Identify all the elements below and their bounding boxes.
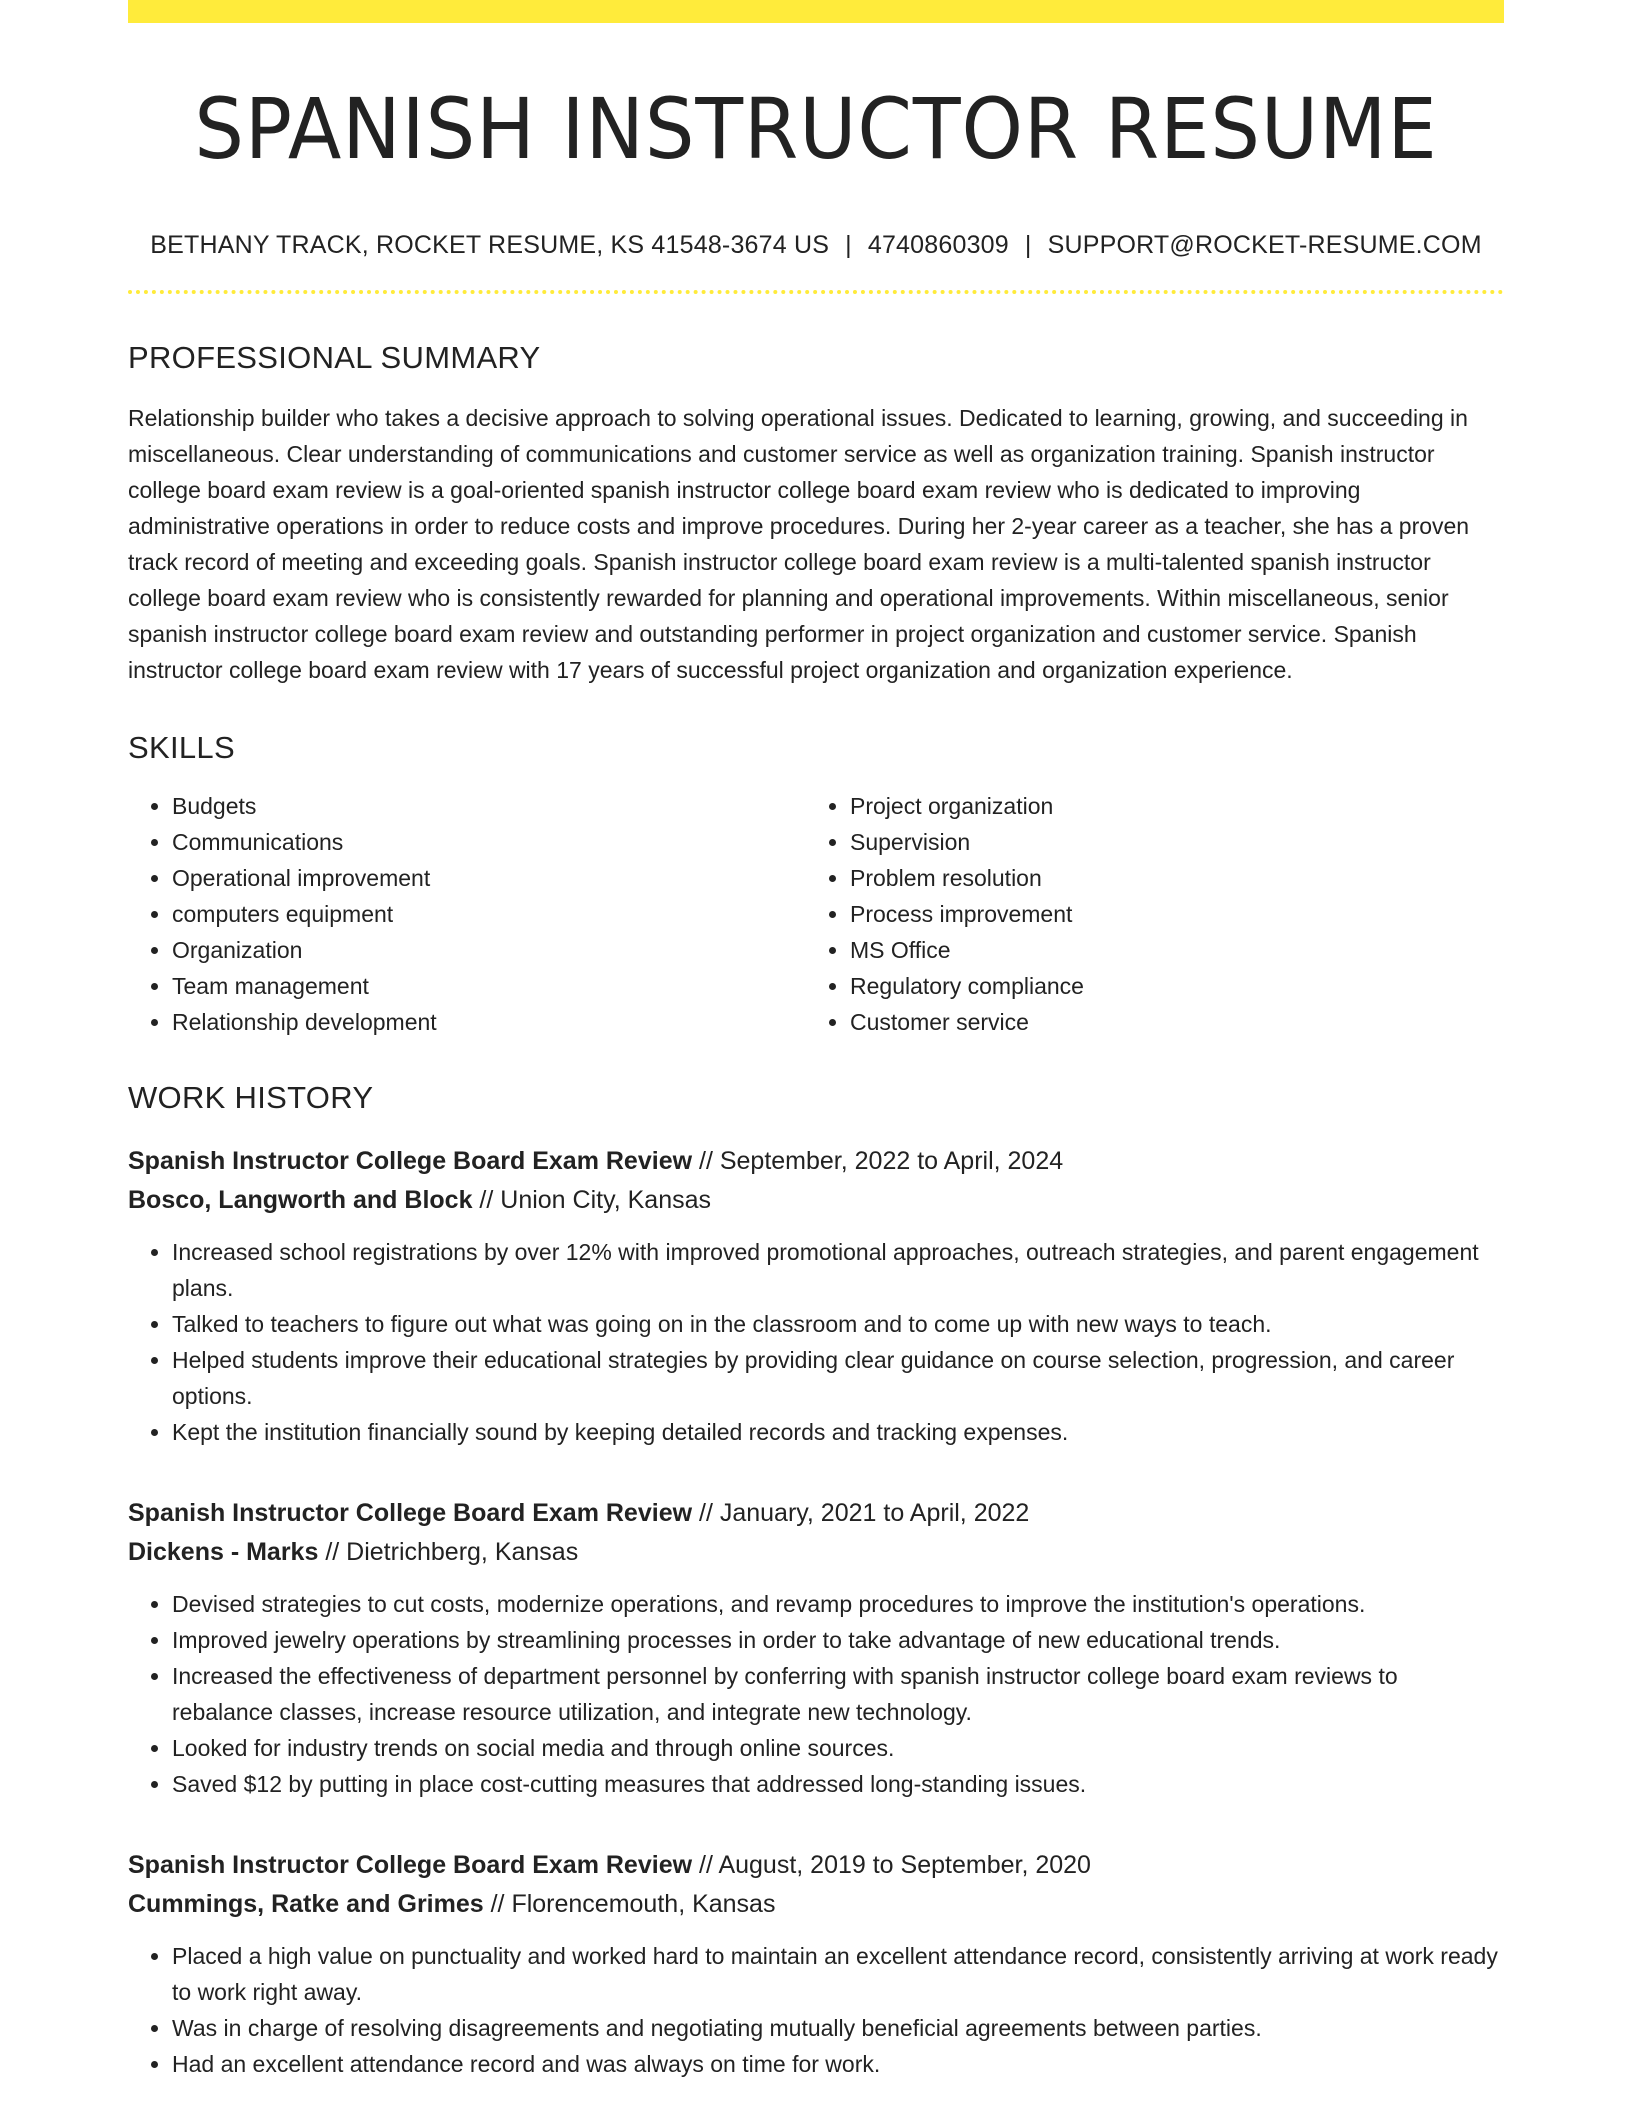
skills-heading: SKILLS [128,730,235,766]
job-entry [128,1142,1504,1450]
job-bullet: • Had an excellent attendance record and was always on time for work. [172,2046,1504,2082]
job-bullets [128,1586,1504,1802]
skill-item: • Customer service [850,1004,1484,1040]
job-company: Bosco, Langworth and Block [128,1186,473,1215]
job-company-line [128,1181,1504,1220]
job-entry [128,1846,1504,2082]
skill-item: • MS Office [850,932,1484,968]
job-bullet: • Talked to teachers to figure out what was going on in the classroom and to come up with new ways to teach. [172,1306,1504,1342]
job-company: Cummings, Ratke and Grimes [128,1890,484,1919]
job-bullet: • Improved jewelry operations by streamlining processes in order to take advantage of new educational trends. [172,1622,1504,1658]
job-company-line [128,1533,1504,1572]
job-title: Spanish Instructor College Board Exam Review [128,1851,693,1880]
job-location: // Dietrichberg, Kansas [318,1538,579,1567]
job-bullet: • Looked for industry trends on social media and through online sources. [172,1730,1504,1766]
job-entry [128,1494,1504,1802]
contact-email: SUPPORT@ROCKET-RESUME.COM [1047,231,1482,260]
contact-address: BETHANY TRACK, ROCKET RESUME, KS 41548-3674 US [150,231,830,260]
skill-item: • Supervision [850,824,1484,860]
resume-title: SPANISH INSTRUCTOR RESUME [194,80,1438,178]
job-dates: // August, 2019 to September, 2020 [692,1851,1091,1880]
skill-item: • Organization [172,932,806,968]
dotted-divider [128,290,1504,294]
job-title-line [128,1142,1504,1181]
skill-item: • Team management [172,968,806,1004]
contact-separator: | [1024,231,1032,260]
job-company: Dickens - Marks [128,1538,319,1567]
job-bullet: • Saved $12 by putting in place cost-cutting measures that addressed long-standing issues. [172,1766,1504,1802]
skill-item: • Process improvement [850,896,1484,932]
job-bullet: • Placed a high value on punctuality and worked hard to maintain an excellent attendance record, consistently arriving at work ready to work right away. [172,1938,1504,2010]
job-bullet: • Increased school registrations by over 12% with improved promotional approaches, outreach strategies, and parent engagement plans. [172,1234,1504,1306]
job-bullet: • Kept the institution financially sound by keeping detailed records and tracking expenses. [172,1414,1504,1450]
skill-item: • computers equipment [172,896,806,932]
skills-list-left [128,788,806,1040]
skills-list-right [806,788,1484,1040]
skill-item: • Budgets [172,788,806,824]
skill-item: • Relationship development [172,1004,806,1040]
skill-item: • Communications [172,824,806,860]
job-title-line [128,1846,1504,1885]
summary-text: Relationship builder who takes a decisive approach to solving operational issues. Dedicated to learning, growing, and succeeding in miscellaneous. Clear understanding of communications and customer service as well as organization training. Spanish instructor college board exam review is a goal-oriented spanish instructor college board exam review who is dedicated to improving administrative operations in order to reduce costs and improve procedures. During her 2-year career as a teacher, she has a proven track record of meeting and exceeding goals. Spanish instructor college board exam review is a multi-talented spanish instructor college board exam review who is consistently rewarded for planning and operational improvements. Within miscellaneous, senior spanish instructor college board exam review and outstanding performer in project organization and customer service. Spanish instructor college board exam review with 17 years of successful project organization and organization experience. [128,405,1470,684]
job-title: Spanish Instructor College Board Exam Review [128,1499,693,1528]
job-bullet: • Devised strategies to cut costs, modernize operations, and revamp procedures to improve the institution's operations. [172,1586,1504,1622]
job-title-line [128,1494,1504,1533]
job-dates: // January, 2021 to April, 2022 [692,1499,1030,1528]
job-bullet: • Was in charge of resolving disagreements and negotiating mutually beneficial agreements between parties. [172,2010,1504,2046]
job-dates: // September, 2022 to April, 2024 [692,1147,1064,1176]
skill-item: • Problem resolution [850,860,1484,896]
skill-item: • Operational improvement [172,860,806,896]
job-location: // Florencemouth, Kansas [483,1890,776,1919]
job-bullets [128,1938,1504,2082]
job-company-line [128,1885,1504,1924]
skill-item: • Project organization [850,788,1484,824]
contact-separator: | [845,231,852,260]
summary-heading: PROFESSIONAL SUMMARY [128,340,541,376]
work-history-heading: WORK HISTORY [128,1080,374,1116]
job-bullet: • Helped students improve their educational strategies by providing clear guidance on course selection, progression, and career options. [172,1342,1504,1414]
job-bullets [128,1234,1504,1450]
job-bullet: • Increased the effectiveness of department personnel by conferring with spanish instructor college board exam reviews to rebalance classes, increase resource utilization, and integrate new technology. [172,1658,1504,1730]
job-location: // Union City, Kansas [472,1186,712,1215]
skills-columns [128,788,1504,1040]
top-accent-bar [128,0,1504,23]
contact-line [128,231,1504,260]
skill-item: • Regulatory compliance [850,968,1484,1004]
job-title: Spanish Instructor College Board Exam Review [128,1147,693,1176]
resume-page [128,0,1504,2082]
contact-phone: 4740860309 [867,231,1009,260]
